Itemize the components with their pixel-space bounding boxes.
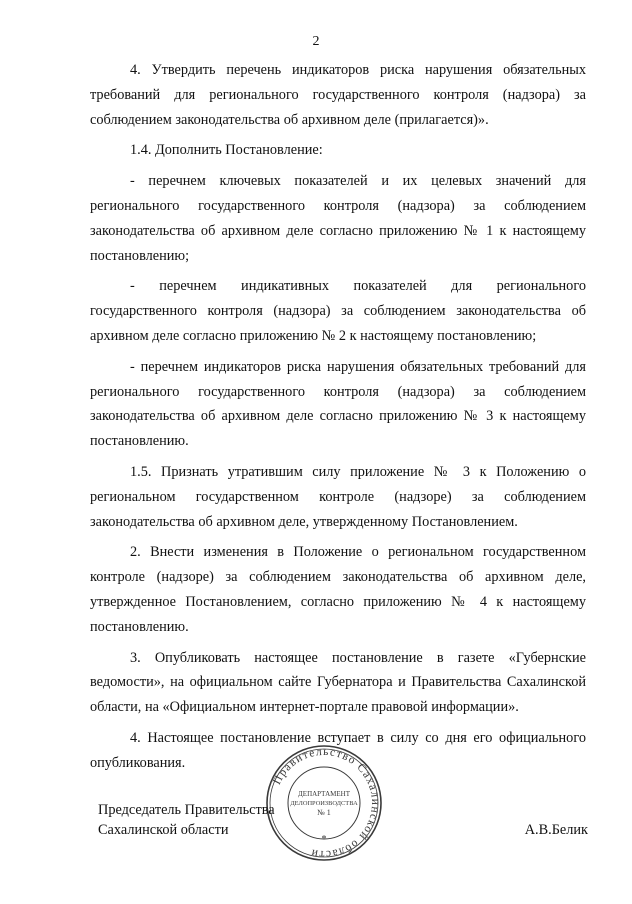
stamp-star: * [321,834,327,845]
stamp-inner-line3: № 1 [317,808,331,817]
paragraph-list-key-indicators: - перечнем ключевых показателей и их целевых значений для регионального государственного контроля (надзора) за соблюдением законодательства об архивном деле согласно приложению № 1 к настоящему постановлению; [90,173,586,264]
signer-name: А.В.Белик [524,822,588,838]
paragraph-2: 2. Внести изменения в Положение о региональном государственном контроле (надзоре) за соблюдением законодательства об архивном деле, утвержденное Постановлением, согласно приложению № 4 к настоящему постановлению. [90,544,586,635]
signer-title-line1: Председатель Правительства [98,802,275,818]
signer-title [98,800,338,840]
paragraph-list-risk-indicators: - перечнем индикаторов риска нарушения обязательных требований для регионального государственного контроля (надзора) за соблюдением законодательства об архивном деле согласно приложению № 3 к настоящему постановлению. [90,358,586,450]
signer-title-line2: Сахалинской области [98,822,229,838]
paragraph-list-indicative: - перечнем индикативных показателей для регионального государственного контроля (надзора) за соблюдением законодательства об архивном деле согласно приложению № 2 к настоящему постановлению; [90,278,586,344]
stamp-inner-line1: ДЕПАРТАМЕНТ [298,790,350,798]
paragraph-4: 4. Настоящее постановление вступает в силу со дня его официального опубликования. [90,729,586,771]
paragraph-3: 3. Опубликовать настоящее постановление в газете «Губернские ведомости», на официальном сайте Губернатора и Правительства Сахалинской области, на «Официальном интернет-портале правовой информации». [90,649,586,716]
stamp-ring-text: Правительство Сахалинской области [271,745,382,861]
stamp-inner-line2: ДЕЛОПРОИЗВОДСТВА [290,800,358,807]
paragraph-1-4: 1.4. Дополнить Постановление: [130,142,323,159]
page-number: 2 [312,34,320,49]
paragraph-1-5: 1.5. Признать утратившим силу приложение № 3 к Положению о региональном государственном контроле (надзоре) за соблюдением законодательства об архивном деле, утвержденному Постановлением. [90,463,586,530]
paragraph-item-4-indicators: 4. Утвердить перечень индикаторов риска нарушения обязательных требований для регионального государственного контроля (надзора) за соблюдением законодательства об архивном деле (прилагается)». [90,62,586,128]
document-body [90,58,586,782]
